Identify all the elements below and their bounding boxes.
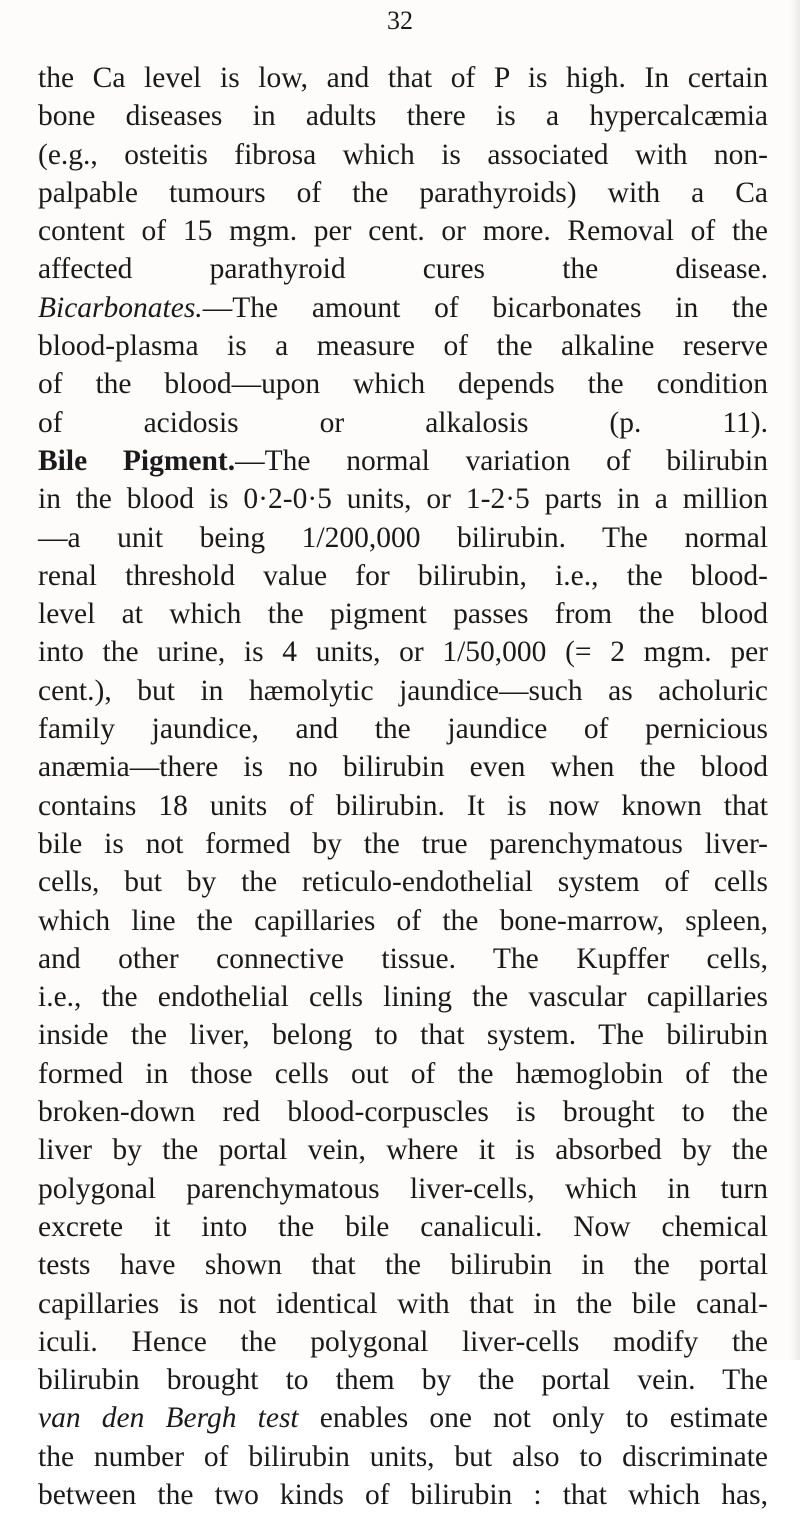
text-segment: iculi. Hence the polygonal liver-cells modify the	[38, 1325, 768, 1358]
text-line	[38, 748, 768, 786]
text-line	[38, 365, 768, 403]
text-line	[38, 787, 768, 825]
text-line	[38, 136, 768, 174]
text-segment: formed in those cells out of the hæmoglobin of the	[38, 1057, 768, 1090]
text-line	[38, 710, 768, 748]
text-segment: the Ca level is low, and that of P is high. In certain	[38, 62, 768, 94]
text-line	[38, 595, 768, 633]
text-line	[38, 1476, 768, 1514]
text-segment: Bicarbonates.	[38, 291, 203, 324]
text-line	[38, 1323, 768, 1361]
text-line	[38, 250, 768, 288]
text-segment: —The normal variation of bilirubin	[235, 444, 769, 477]
text-segment: bone diseases in adults there is a hypercalcæmia	[38, 100, 768, 133]
text-segment: i.e., the endothelial cells lining the vascular capillaries	[38, 981, 768, 1014]
text-segment: blood-plasma is a measure of the alkaline reserve	[38, 330, 768, 363]
text-line	[38, 1208, 768, 1246]
text-line	[38, 519, 768, 557]
text-line	[38, 978, 768, 1016]
text-segment: excrete it into the bile canaliculi. Now chemical	[38, 1210, 768, 1243]
text-segment: palpable tumours of the parathyroids) with a Ca	[38, 176, 768, 209]
text-segment: bile is not formed by the true parenchymatous liver-	[38, 827, 768, 860]
text-line	[38, 442, 768, 480]
text-segment: family jaundice, and the jaundice of pernicious	[38, 713, 768, 746]
text-segment: capillaries is not identical with that in the bile canal-	[38, 1287, 768, 1320]
text-segment: inside the liver, belong to that system. The bilirubin	[38, 1019, 768, 1052]
text-line	[38, 1016, 768, 1054]
text-segment: bilirubin brought to them by the portal vein. The	[38, 1364, 768, 1397]
text-line	[38, 212, 768, 250]
text-line	[38, 289, 768, 327]
page-edge-shadow	[790, 0, 800, 1360]
text-segment: van den Bergh test	[38, 1402, 299, 1435]
text-line	[38, 1438, 768, 1476]
text-line	[38, 1361, 768, 1399]
text-line	[38, 1285, 768, 1323]
text-segment: content of 15 mgm. per cent. or more. Removal of the	[38, 215, 768, 248]
text-line	[38, 672, 768, 710]
text-line	[38, 59, 768, 97]
text-segment: and other connective tissue. The Kupffer cells,	[38, 942, 768, 975]
text-line	[38, 1399, 768, 1437]
text-line	[38, 1093, 768, 1131]
text-segment: into the urine, is 4 units, or 1/50,000 (= 2 mgm. per	[38, 636, 768, 669]
page-number: 32	[387, 6, 413, 35]
text-segment: Bile Pigment.	[38, 444, 236, 477]
text-segment: cent.), but in hæmolytic jaundice—such as acholuric	[38, 674, 768, 707]
text-segment: broken-down red blood-corpuscles is brought to the	[38, 1096, 768, 1129]
text-segment: which line the capillaries of the bone-marrow, spleen,	[38, 904, 768, 937]
text-segment: renal threshold value for bilirubin, i.e., the blood-	[38, 559, 768, 592]
text-line	[38, 863, 768, 901]
text-line	[38, 1055, 768, 1093]
text-segment: the number of bilirubin units, but also to discriminate	[38, 1440, 768, 1473]
text-line	[38, 902, 768, 940]
body-text	[38, 59, 768, 1514]
text-segment: between the two kinds of bilirubin : that which has,	[38, 1478, 768, 1511]
text-line	[38, 327, 768, 365]
text-segment: liver by the portal vein, where it is absorbed by the	[38, 1134, 768, 1167]
text-segment: polygonal parenchymatous liver-cells, which in turn	[38, 1172, 768, 1205]
text-segment: (e.g., osteitis fibrosa which is associated with non-	[38, 138, 768, 171]
text-line	[38, 940, 768, 978]
text-line	[38, 1131, 768, 1169]
text-line	[38, 1246, 768, 1284]
text-segment: cells, but by the reticulo-endothelial system of cells	[38, 866, 768, 899]
text-segment: —a unit being 1/200,000 bilirubin. The normal	[38, 521, 768, 554]
text-segment: in the blood is 0·2-0·5 units, or 1-2·5 parts in a million	[38, 483, 768, 516]
text-segment: affected parathyroid cures the disease.	[38, 253, 768, 286]
text-segment: level at which the pigment passes from the blood	[38, 598, 768, 631]
text-segment: anæmia—there is no bilirubin even when the blood	[38, 751, 768, 784]
text-line	[38, 633, 768, 671]
text-segment: tests have shown that the bilirubin in the portal	[38, 1249, 768, 1282]
text-segment: —The amount of bicarbonates in the	[202, 291, 768, 324]
text-segment: contains 18 units of bilirubin. It is now known that	[38, 789, 768, 822]
text-line	[38, 1170, 768, 1208]
text-segment: enables one not only to estimate	[298, 1402, 768, 1435]
text-line	[38, 404, 768, 442]
text-segment: of the blood—upon which depends the condition	[38, 368, 768, 401]
text-line	[38, 825, 768, 863]
text-line	[38, 557, 768, 595]
text-line	[38, 174, 768, 212]
text-line	[38, 480, 768, 518]
text-line	[38, 97, 768, 135]
text-segment: of acidosis or alkalosis (p. 11).	[38, 406, 768, 439]
